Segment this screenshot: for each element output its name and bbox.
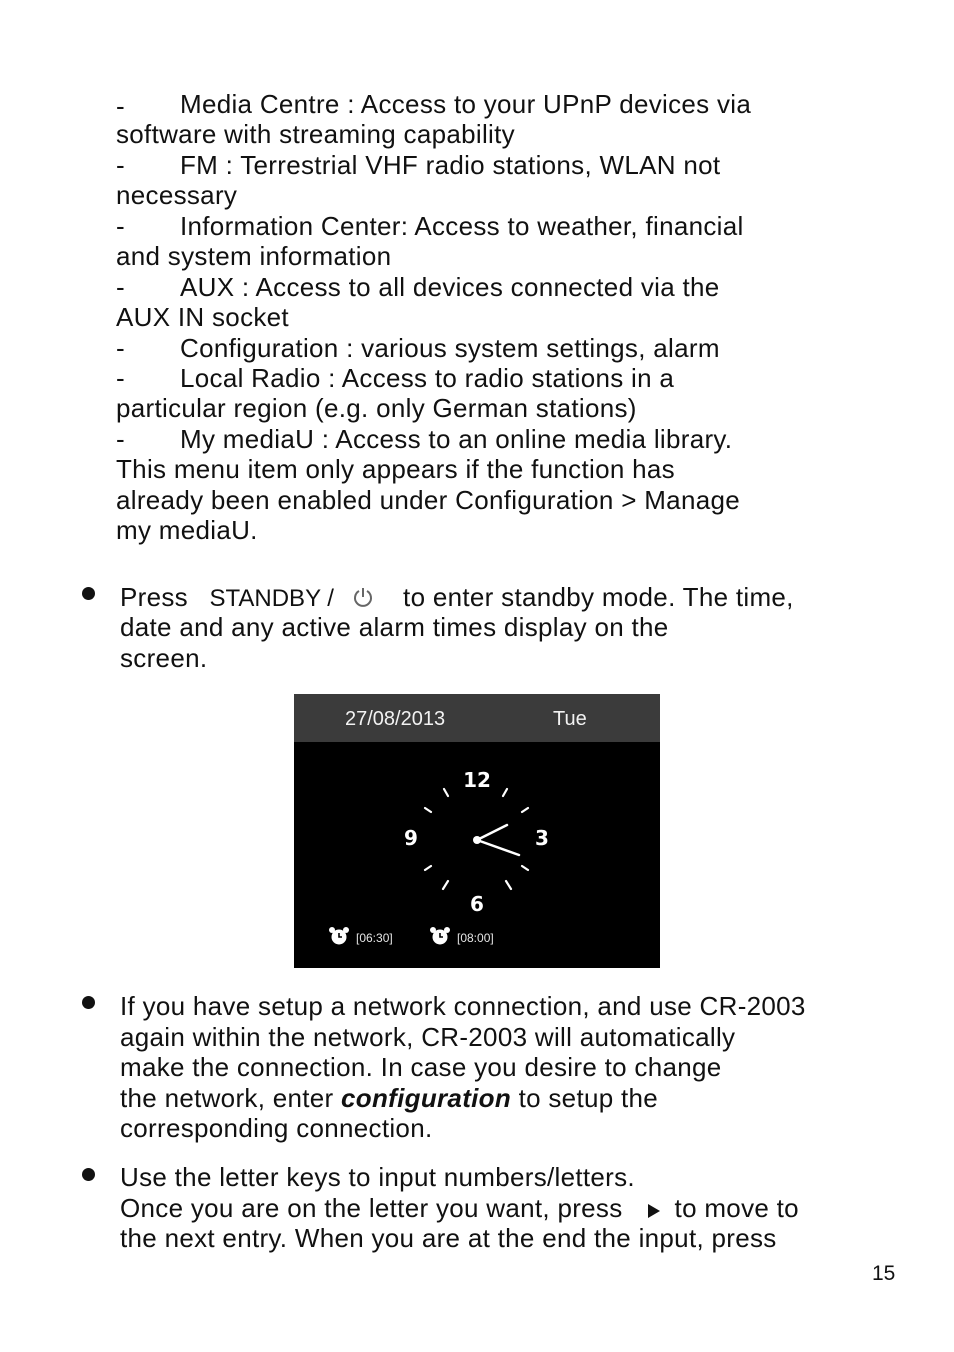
- list-item-text: and system information: [116, 241, 392, 271]
- list-dash: -: [116, 363, 125, 393]
- bullet-dot: [82, 1168, 95, 1181]
- bullet-network-line4: [120, 1083, 658, 1113]
- bullet-standby-line2: date and any active alarm times display on the: [120, 612, 669, 642]
- alarm-1: [328, 926, 393, 949]
- clock-number-3: 3: [535, 826, 549, 850]
- list-item-text: software with streaming capability: [116, 119, 515, 149]
- bullet-network-line2: again within the network, CR-2003 will automatically: [120, 1022, 736, 1052]
- list-dash: -: [116, 91, 125, 121]
- list-item-text: This menu item only appears if the function has: [116, 454, 675, 484]
- alarm-clock-icon: [429, 926, 457, 949]
- list-dash: -: [116, 272, 125, 302]
- bullet-network-line5: corresponding connection.: [120, 1113, 433, 1143]
- clock-number-6: 6: [470, 892, 484, 916]
- list-item-text: FM : Terrestrial VHF radio stations, WLAN not: [180, 150, 721, 180]
- bullet-dot: [82, 996, 95, 1009]
- alarm-clock-icon: [328, 926, 356, 949]
- bullet-network-line3: make the connection. In case you desire to change: [120, 1052, 722, 1082]
- power-icon: [352, 584, 374, 614]
- list-item-text: Configuration : various system settings, alarm: [180, 333, 720, 363]
- screen-day: Tue: [553, 708, 587, 730]
- network-line4-pre: the network, enter: [120, 1083, 342, 1113]
- bullet-letters-line1: Use the letter keys to input numbers/letters.: [120, 1162, 635, 1192]
- alarm-time: [08:00]: [457, 930, 494, 945]
- standby-rest-text: to enter standby mode. The time,: [403, 582, 794, 612]
- list-item-text: my mediaU.: [116, 515, 258, 545]
- list-item-text: Information Center: Access to weather, financial: [180, 211, 744, 241]
- list-dash: -: [116, 424, 125, 454]
- clock-number-9: 9: [404, 826, 418, 850]
- screen-date: 27/08/2013: [345, 708, 446, 730]
- list-item-text: Local Radio : Access to radio stations in a: [180, 363, 675, 393]
- list-item-text: particular region (e.g. only German stations): [116, 393, 637, 423]
- list-item-text: AUX IN socket: [116, 302, 289, 332]
- bullet-standby-line3: screen.: [120, 643, 208, 673]
- letters-line2-pre: Once you are on the letter you want, press: [120, 1193, 623, 1223]
- alarm-time: [06:30]: [356, 930, 393, 945]
- list-item-text: My mediaU : Access to an online media library.: [180, 424, 733, 454]
- network-line4-post: to setup the: [511, 1083, 659, 1113]
- clock-hour-hand: [477, 825, 507, 840]
- standby-key-label: STANDBY /: [209, 585, 334, 612]
- list-dash: -: [116, 150, 125, 180]
- list-item-text: necessary: [116, 180, 238, 210]
- clock-center: [473, 836, 481, 844]
- letters-line2-post: to move to: [674, 1193, 799, 1223]
- bullet-dot: [82, 587, 95, 600]
- press-text: Press: [120, 582, 188, 612]
- bullet-standby-line1: [120, 582, 794, 614]
- list-item-text: AUX : Access to all devices connected via the: [180, 272, 720, 302]
- alarm-2: [429, 926, 494, 949]
- bullet-letters-line2: [120, 1193, 799, 1225]
- clock-minute-hand: [477, 840, 519, 855]
- list-dash: -: [116, 211, 125, 241]
- standby-screen-image: [294, 694, 660, 968]
- list-dash: -: [116, 333, 125, 363]
- list-item-text: already been enabled under Configuration > Manage: [116, 485, 740, 515]
- bullet-network-line1: If you have setup a network connection, and use CR-2003: [120, 991, 806, 1021]
- play-right-icon: [647, 1195, 661, 1225]
- page-number: 15: [872, 1262, 896, 1285]
- list-item-text: Media Centre : Access to your UPnP devices via: [180, 89, 752, 119]
- configuration-emphasis: configuration: [341, 1083, 512, 1113]
- bullet-letters-line3: the next entry. When you are at the end the input, press: [120, 1223, 777, 1253]
- clock-number-12: 12: [463, 768, 491, 792]
